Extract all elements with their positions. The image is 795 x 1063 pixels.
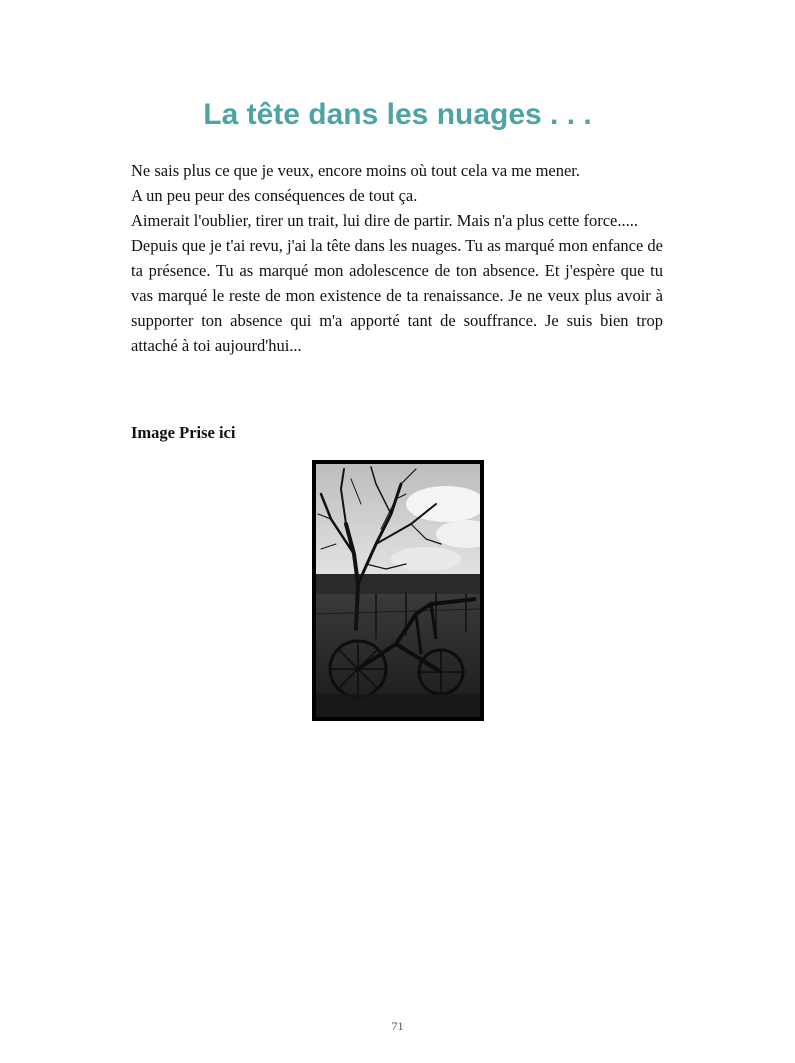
cloud <box>391 547 461 571</box>
foreground-grass <box>316 694 480 717</box>
photo-frame <box>312 460 484 721</box>
page-title: La tête dans les nuages . . . <box>203 98 592 131</box>
landscape-photo <box>316 464 480 717</box>
image-caption: Image Prise ici <box>131 423 236 442</box>
paragraph: Aimerait l'oublier, tirer un trait, lui dire de partir. Mais n'a plus cette force..... <box>131 211 638 230</box>
paragraph: Ne sais plus ce que je veux, encore moins où tout cela va me mener. <box>131 161 581 180</box>
page-number: 71 <box>391 1019 404 1033</box>
paragraph: A un peu peur des conséquences de tout ça. <box>131 186 418 205</box>
poem-body <box>131 158 663 358</box>
paragraph: Depuis que je t'ai revu, j'ai la tête dans les nuages. Tu as marqué mon enfance de ta présence. Tu as marqué mon adolescence de ton absence. Et j'espère que tu vas marqué le reste de mon existence de ta renaissance. Je ne veux plus avoir à supporter ton absence qui m'a apporté tant de souffrance. Je suis bien trop attaché à toi aujourd'hui... <box>131 236 663 355</box>
